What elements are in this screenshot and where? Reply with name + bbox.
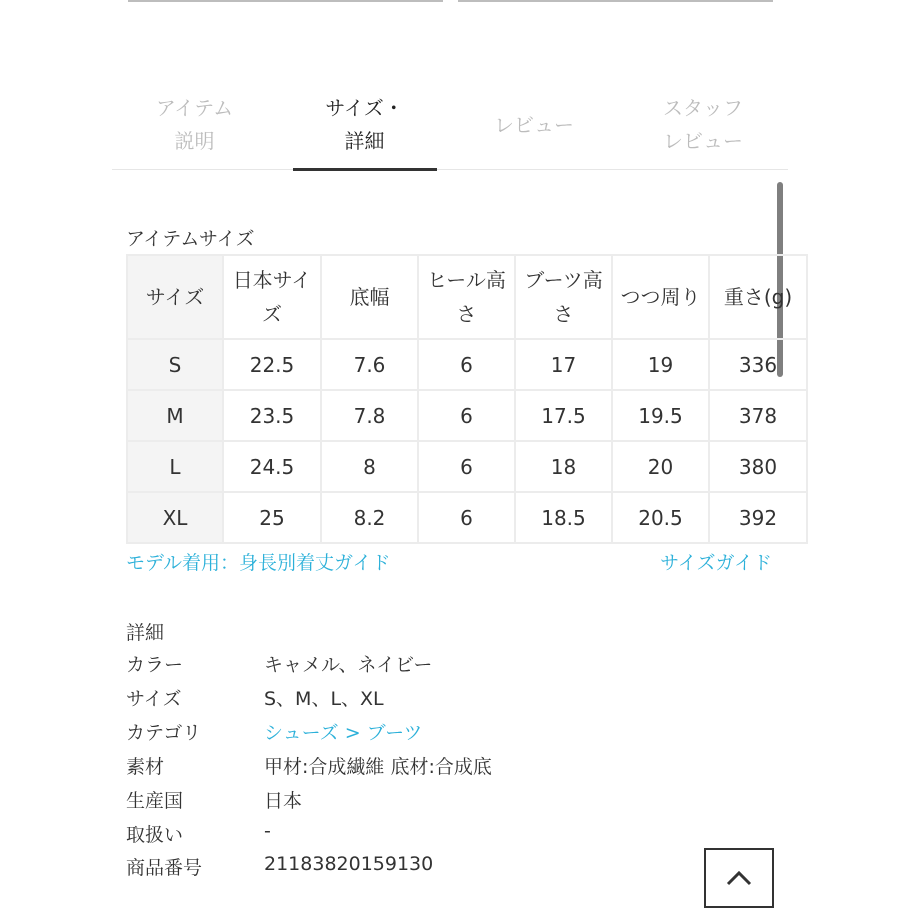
header-weight: 重さ(g) <box>709 255 807 339</box>
detail-value: - <box>264 820 271 842</box>
detail-label: サイズ <box>126 688 182 710</box>
header-heel-height: ヒール高さ <box>418 255 515 339</box>
table-cell: L <box>127 441 223 492</box>
table-cell: 8 <box>321 441 418 492</box>
table-row <box>127 492 807 543</box>
header-japan-size: 日本サイズ <box>223 255 321 339</box>
table-row <box>127 390 807 441</box>
top-divider-right <box>458 0 773 2</box>
table-cell: 6 <box>418 441 515 492</box>
table-cell: 336 <box>709 339 807 390</box>
tab-staff-reviews[interactable]: スタッフ レビュー <box>663 96 743 153</box>
top-divider-left <box>128 0 443 2</box>
detail-label: カテゴリ <box>126 722 202 744</box>
table-header-row <box>127 255 807 339</box>
detail-row-color <box>126 650 726 680</box>
detail-value: 甲材:合成繊維 底材:合成底 <box>264 756 492 778</box>
tab-size-details[interactable]: サイズ・ 詳細 <box>325 96 404 153</box>
detail-label: 取扱い <box>126 824 184 846</box>
table-cell: 380 <box>709 441 807 492</box>
detail-row-category <box>126 718 726 748</box>
detail-label: 商品番号 <box>126 857 203 879</box>
table-cell: 22.5 <box>223 339 321 390</box>
table-cell: 6 <box>418 390 515 441</box>
item-size-title: アイテムサイズ <box>126 228 255 250</box>
detail-value: S、M、L、XL <box>264 688 384 710</box>
top-divider <box>0 0 900 4</box>
size-table-container[interactable] <box>126 254 793 544</box>
table-cell: 23.5 <box>223 390 321 441</box>
model-height-guide-link[interactable]: モデル着用：身長別着丈ガイド <box>126 552 391 574</box>
table-cell: 19 <box>612 339 709 390</box>
table-cell: 392 <box>709 492 807 543</box>
detail-row-size <box>126 684 726 714</box>
detail-row-country <box>126 786 726 816</box>
table-cell: S <box>127 339 223 390</box>
table-cell: 24.5 <box>223 441 321 492</box>
header-sole-width: 底幅 <box>321 255 418 339</box>
table-cell: 18.5 <box>515 492 612 543</box>
back-to-top-button[interactable] <box>704 848 774 908</box>
details-title: 詳細 <box>126 622 165 644</box>
header-size: サイズ <box>127 255 223 339</box>
table-cell: 17.5 <box>515 390 612 441</box>
header-boot-height: ブーツ高さ <box>515 255 612 339</box>
detail-label: カラー <box>126 654 184 676</box>
table-row <box>127 441 807 492</box>
table-cell: 6 <box>418 492 515 543</box>
tab-item-description[interactable]: アイテム 説明 <box>155 96 234 153</box>
table-cell: M <box>127 390 223 441</box>
detail-label: 素材 <box>126 756 165 778</box>
table-cell: XL <box>127 492 223 543</box>
category-link[interactable]: シューズ > ブーツ <box>264 722 423 744</box>
table-cell: 8.2 <box>321 492 418 543</box>
detail-row-material <box>126 752 726 782</box>
table-row <box>127 339 807 390</box>
table-cell: 25 <box>223 492 321 543</box>
detail-value: 日本 <box>264 790 303 812</box>
tab-reviews[interactable]: レビュー <box>494 112 574 137</box>
chevron-up-icon <box>726 870 752 886</box>
detail-label: 生産国 <box>126 790 184 812</box>
table-cell: 20.5 <box>612 492 709 543</box>
tab-bar <box>112 80 788 170</box>
detail-value: 21183820159130 <box>264 853 434 875</box>
size-table <box>126 254 808 544</box>
table-cell: 18 <box>515 441 612 492</box>
size-guide-link[interactable]: サイズガイド <box>660 552 772 574</box>
table-cell: 378 <box>709 390 807 441</box>
header-shaft-circumference: つつ周り <box>612 255 709 339</box>
detail-row-product-number <box>126 853 726 883</box>
detail-row-care <box>126 820 726 850</box>
table-cell: 6 <box>418 339 515 390</box>
detail-value: キャメル、ネイビー <box>264 654 433 676</box>
table-cell: 20 <box>612 441 709 492</box>
active-tab-indicator <box>293 168 437 171</box>
table-cell: 17 <box>515 339 612 390</box>
table-cell: 19.5 <box>612 390 709 441</box>
table-cell: 7.6 <box>321 339 418 390</box>
table-cell: 7.8 <box>321 390 418 441</box>
